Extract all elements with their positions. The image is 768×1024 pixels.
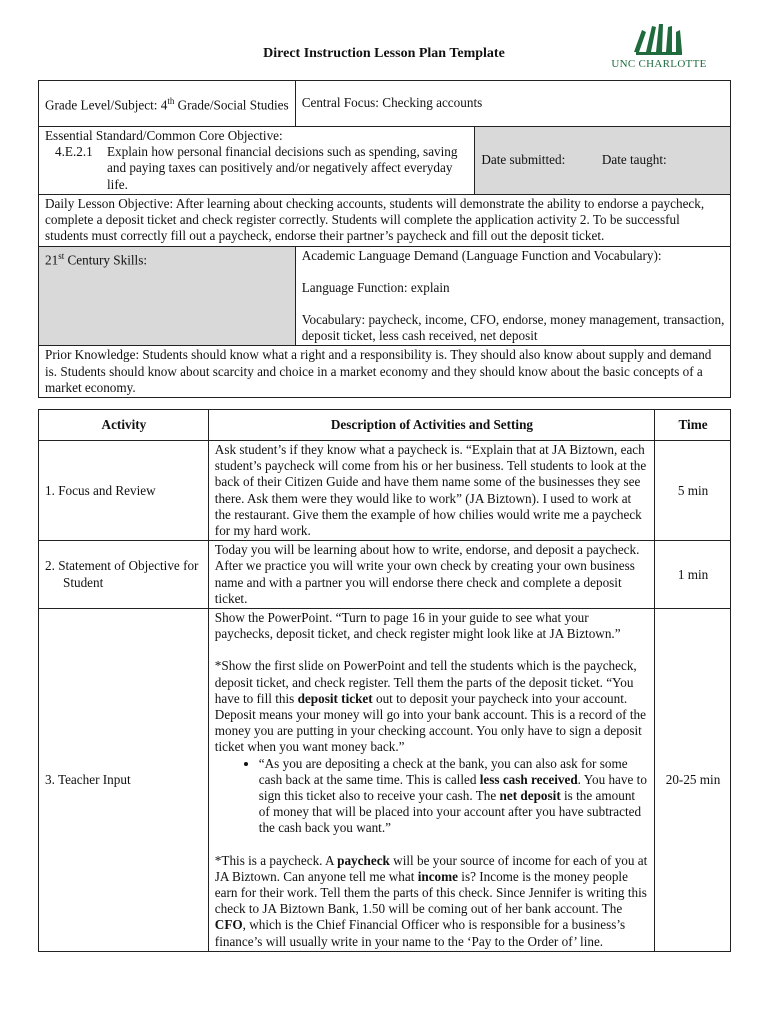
activity-name-text: 2. Statement of Objective for Student [45, 558, 199, 590]
activity-name: 3. Teacher Input [39, 609, 209, 952]
date-submitted: Date submitted: [481, 152, 566, 168]
teacher-input-p2: *Show the first slide on PowerPoint and tell the students which is the paycheck, deposit ticket, and check register. Tell them the parts of the deposit ticket. “You have to fill this deposit ticket out to deposit your paycheck into your account. Deposit means your money will go into your bank account. This is a record of the money you are putting in your checking account. You only have to sign a deposit ticket when you want money back.” [214, 658, 646, 755]
objective-line [45, 144, 469, 193]
activities-table [38, 409, 731, 952]
teacher-input-p3: *This is a paycheck. A paycheck will be your source of income for each of you at JA Biztown. Can anyone tell me what income is? Income is the money people earn for their work. Tell them the parts of this check. Since Jennifer is writing this check to JA Biztown Bank, 1.50 will be coming out of her bank account. The CFO, which is the Chief Financial Officer who is responsible for a business’s finance’s will usually write in your name to the ‘Pay to the Order of’ line. [214, 852, 648, 949]
header-description: Description of Activities and Setting [208, 410, 654, 441]
objective-label: Essential Standard/Common Core Objective: [45, 128, 283, 143]
activity-name: 1. Focus and Review [39, 441, 209, 541]
teacher-input-p1: Show the PowerPoint. “Turn to page 16 in your guide to see what your paychecks, deposit ticket, and check register might look like at JA Biztown.” [214, 610, 621, 642]
vocabulary: Vocabulary: paycheck, income, CFO, endorse, money management, transaction, deposit ticket, less cash received, net deposit [301, 312, 725, 344]
century-rest: Century Skills: [64, 252, 147, 267]
unc-charlotte-logo [606, 22, 712, 72]
central-focus-cell: Central Focus: Checking accounts [295, 81, 730, 127]
objective-code: 4.E.2.1 [55, 144, 93, 160]
grade-label: Grade Level/Subject: 4 [45, 97, 168, 113]
table-row [39, 609, 731, 952]
prior-knowledge-cell: Prior Knowledge: Students should know what a right and a responsibility is. They should also know about supply and demand is. Students should know about scarcity and choice in a market economy and they should know about the basic concepts of a market economy. [39, 346, 731, 398]
activity-time: 1 min [655, 541, 731, 609]
objective-text: Explain how personal financial decisions such as spending, saving and paying taxes can positively and/or negatively affect everyday life. [107, 144, 458, 192]
crown-icon [606, 22, 712, 58]
daily-objective-cell: Daily Lesson Objective: After learning about checking accounts, students will demonstrate the ability to endorse a paycheck, complete a deposit ticket and check register correctly. Students will complete the application activity 2. To be successful students must correctly fill out a paycheck, endorse their partner’s paycheck and fill out the deposit ticket. [39, 195, 731, 247]
dates-cell [475, 127, 731, 195]
academic-language-cell [295, 246, 730, 346]
grade-rest: Grade/Social Studies [174, 97, 289, 113]
grade-sup: th [167, 96, 175, 107]
grade-level-cell [39, 81, 296, 127]
activity-name [39, 541, 209, 609]
header-activity: Activity [39, 410, 209, 441]
century-sup: st [58, 250, 65, 261]
language-function: Language Function: explain [301, 279, 450, 295]
page-title: Direct Instruction Lesson Plan Template [263, 46, 505, 61]
table-row [39, 441, 731, 541]
century-label: 21 [45, 252, 59, 267]
date-taught: Date taught: [601, 152, 667, 168]
activity-description: Ask student’s if they know what a paycheck is. “Explain that at JA Biztown, each student’s paycheck will come from his or her business. Tell students to look at the back of their Citizen Guide and have them name some of the businesses they see there. Ask them were they would like to work” (JA Biztown). I used to work at the restaurant. Give them the example of how chilies would write me a paycheck for my hard work. [208, 441, 654, 541]
header-time: Time [655, 410, 731, 441]
logo-wordmark: UNC CHARLOTTE [611, 58, 707, 70]
list-item: • “As you are depositing a check at the bank, you can also ask for some cash back at the same time. This is called less cash received. You have to sign this ticket also to receive your cash. The net deposit is the amount of money that will be placed into your account after you have subtracted the cash back you want.” [259, 756, 649, 837]
objective-cell [39, 127, 475, 195]
activity-time: 5 min [655, 441, 731, 541]
academic-language-heading: Academic Language Demand (Language Function and Vocabulary): [301, 247, 662, 263]
activity-description: Today you will be learning about how to write, endorse, and deposit a paycheck. After we practice you will write your own check by creating your own business name and with a partner you will endorse there check and complete a deposit ticket. [208, 541, 654, 609]
activity-description [208, 609, 654, 952]
teacher-input-bullets [215, 756, 649, 837]
lesson-info-table [38, 80, 731, 398]
table-row [39, 541, 731, 609]
activity-time: 20-25 min [655, 609, 731, 952]
century-skills-cell [39, 246, 296, 346]
